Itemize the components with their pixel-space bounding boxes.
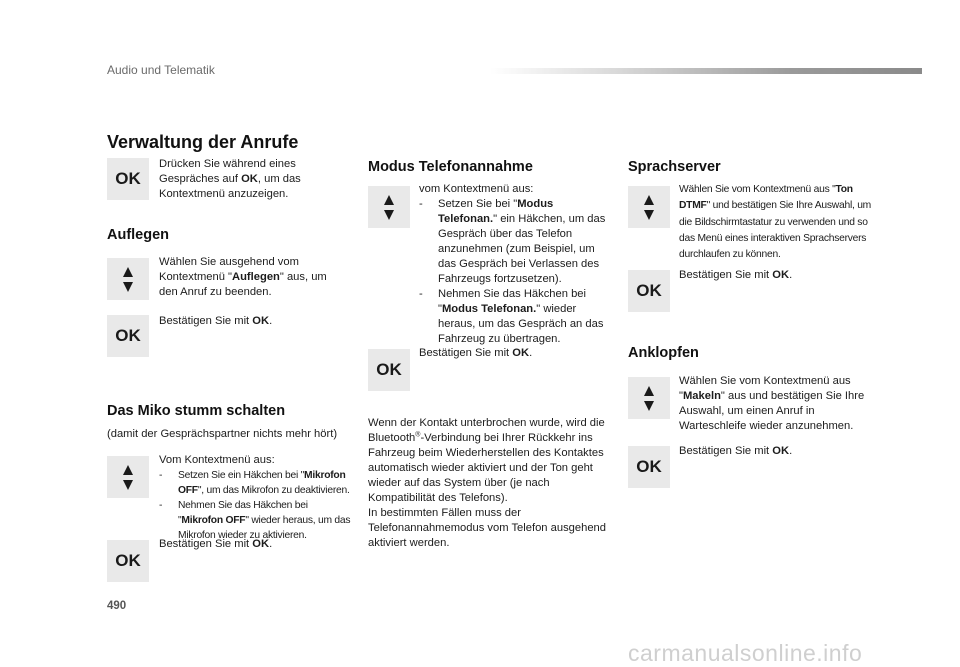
bluetooth-info [368, 416, 608, 551]
list-item [419, 287, 611, 347]
list-item-bold: Mikrofon OFF [181, 515, 246, 526]
confirm-pre: Bestätigen Sie mit [679, 445, 773, 457]
mute-confirm [159, 537, 272, 552]
confirm-pre: Bestätigen Sie mit [679, 269, 773, 281]
list-item-post: " wieder heraus, um das Mikrofon wieder zu aktivieren. [178, 515, 351, 541]
modus-list [419, 197, 611, 347]
modus-instructions [419, 182, 611, 347]
up-down-arrows-icon [628, 377, 670, 419]
ok-key-icon: OK [628, 446, 670, 488]
anklopfen-text-bold: Makeln [682, 390, 721, 402]
page-title: Verwaltung der Anrufe [107, 132, 299, 152]
list-item-post: ", um das Mikrofon zu deaktivieren. [197, 485, 350, 496]
registered-mark: ® [415, 431, 421, 439]
list-item-pre: Setzen Sie ein Häkchen bei " [178, 470, 305, 481]
list-dash: - [419, 198, 423, 210]
auflegen-text-post: " aus, um den Anruf zu beenden. [159, 271, 327, 298]
arrow-up-icon [123, 267, 133, 277]
arrow-down-icon [644, 401, 654, 411]
ok-key-icon: OK [107, 540, 149, 582]
arrow-down-icon [384, 210, 394, 220]
confirm-post: . [789, 445, 793, 457]
confirm-post: . [789, 269, 793, 281]
confirm-bold: OK [252, 538, 270, 550]
anklopfen-text [679, 374, 867, 434]
heading-auflegen: Auflegen [107, 227, 170, 243]
confirm-post: . [269, 538, 273, 550]
arrow-down-icon [123, 480, 133, 490]
section-header: Audio und Telematik [107, 63, 215, 77]
arrow-down-icon [644, 210, 654, 220]
heading-modus-telefonannahme: Modus Telefonannahme [368, 159, 533, 175]
list-item [419, 197, 611, 287]
ok-key-icon: OK [628, 270, 670, 312]
up-down-arrows-icon [628, 186, 670, 228]
sprachserver-text-post: " und bestätigen Sie Ihre Auswahl, um die Bildschirmtastatur zu verwenden und so das Menü eines interaktiven Sprachservers durchlaufen zu können. [679, 200, 872, 261]
heading-mute: Das Miko stumm schalten [107, 403, 286, 419]
modus-confirm [419, 346, 532, 361]
heading-sprachserver: Sprachserver [628, 159, 721, 175]
modus-lead: vom Kontextmenü aus: [419, 183, 534, 195]
ok-key-icon: OK [107, 315, 149, 357]
arrow-up-icon [644, 195, 654, 205]
confirm-bold: OK [772, 445, 790, 457]
arrow-up-icon [123, 465, 133, 475]
list-dash: - [419, 288, 423, 300]
ok-key-icon: OK [107, 158, 149, 200]
page-number: 490 [107, 600, 127, 612]
heading-anklopfen: Anklopfen [628, 345, 699, 361]
list-item [159, 468, 351, 498]
auflegen-confirm [159, 314, 272, 329]
bluetooth-info-p1 [368, 416, 608, 506]
header-gradient-bar [490, 68, 922, 74]
mute-note: (damit der Gesprächspartner nichts mehr hört) [107, 428, 338, 440]
ok-key-icon: OK [368, 349, 410, 391]
intro-text-post: , um das Kontextmenü anzuzeigen. [159, 173, 301, 200]
list-item-post: " wieder heraus, um das Gespräch an das Fahrzeug zu übertragen. [438, 303, 604, 345]
anklopfen-text-post: " aus und bestätigen Sie Ihre Auswahl, um einen Anruf in Warteschleife wieder anzunehmen. [679, 390, 865, 432]
confirm-post: . [529, 347, 533, 359]
sprachserver-text-bold: Ton DTMF [679, 184, 853, 212]
confirm-bold: OK [252, 315, 270, 327]
info-p1-post: -Verbindung bei Ihrer Rückkehr ins Fahrzeug beim Wiederherstellen des Kontaktes automatisch wieder aktiviert und der Ton geht wieder auf das System über (je nach Kompatibilität des Telefons). [368, 432, 604, 504]
list-item-bold: Mikrofon OFF [178, 470, 346, 496]
list-dash: - [159, 500, 163, 511]
confirm-pre: Bestätigen Sie mit [159, 315, 253, 327]
arrow-up-icon [384, 195, 394, 205]
list-item-bold: Modus Telefonan. [438, 198, 554, 225]
up-down-arrows-icon [368, 186, 410, 228]
watermark: carmanualsonline.info [628, 640, 863, 666]
list-item-pre: Nehmen Sie das Häkchen bei " [178, 500, 308, 526]
confirm-post: . [269, 315, 273, 327]
intro-text-bold: OK [241, 173, 258, 185]
list-item-pre: Setzen Sie bei " [438, 198, 518, 210]
list-item-bold: Modus Telefonan. [441, 303, 537, 315]
list-item-pre: Nehmen Sie das Häkchen bei " [438, 288, 587, 315]
list-item-post: " ein Häkchen, um das Gespräch über das Telefon anzunehmen (zum Beispiel, um das Gespräch bei Verlassen des Fahrzeugs fortzusetzen). [438, 213, 606, 285]
anklopfen-confirm [679, 444, 792, 459]
anklopfen-text-pre: Wählen Sie vom Kontextmenü aus " [679, 375, 851, 402]
list-dash: - [159, 470, 163, 481]
auflegen-text-bold: Auflegen [232, 271, 280, 283]
bluetooth-info-p2: In bestimmten Fällen muss der Telefonannahmemodus vom Telefon ausgehend aktiviert werden. [368, 507, 607, 549]
confirm-bold: OK [772, 269, 790, 281]
arrow-down-icon [123, 282, 133, 292]
auflegen-text [159, 255, 334, 300]
arrow-up-icon [644, 386, 654, 396]
info-p1-pre: Wenn der Kontakt unterbrochen wurde, wird die Bluetooth [368, 417, 605, 444]
confirm-pre: Bestätigen Sie mit [419, 347, 513, 359]
sprachserver-text [679, 182, 879, 263]
sprachserver-text-pre: Wählen Sie vom Kontextmenü aus " [679, 184, 836, 195]
mute-list [159, 468, 351, 543]
mute-lead: Vom Kontextmenü aus: [159, 454, 275, 466]
intro-text-pre: Drücken Sie während eines Gespräches auf [159, 158, 296, 185]
sprachserver-confirm [679, 268, 792, 283]
confirm-pre: Bestätigen Sie mit [159, 538, 253, 550]
mute-instructions [159, 453, 351, 543]
confirm-bold: OK [512, 347, 530, 359]
up-down-arrows-icon [107, 258, 149, 300]
up-down-arrows-icon [107, 456, 149, 498]
intro-text [159, 157, 319, 202]
auflegen-text-pre: Wählen Sie ausgehend vom Kontextmenü " [159, 256, 299, 283]
